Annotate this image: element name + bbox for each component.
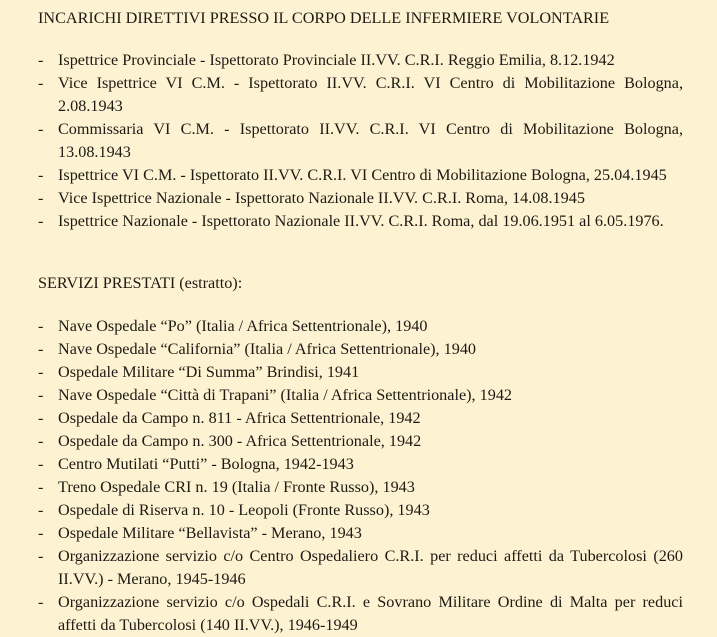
list-item-text: Ispettrice Nazionale - Ispettorato Nazionale II.VV. C.R.I. Roma, dal 19.06.1951 al 6.05.1976. — [58, 212, 664, 230]
list-item — [38, 407, 683, 430]
list-item-text: Treno Ospedale CRI n. 19 (Italia / Fronte Russo), 1943 — [58, 478, 415, 496]
list-item-text: Vice Ispettrice VI C.M. - Ispettorato II.VV. C.R.I. VI Centro di Mobilitazione Bologna, 2.08.1943 — [58, 74, 683, 115]
list-item — [38, 315, 683, 338]
list-item — [38, 338, 683, 361]
list-item-text: Commissaria VI C.M. - Ispettorato II.VV. C.R.I. VI Centro di Mobilitazione Bologna, 13.08.1943 — [58, 120, 683, 161]
list-item-text: Ospedale Militare “Di Summa” Brindisi, 1941 — [58, 363, 360, 381]
list-item — [38, 545, 683, 591]
list-item-text: Ospedale Militare “Bellavista” - Merano, 1943 — [58, 524, 362, 542]
bullet-dash: - — [38, 212, 44, 230]
list-item — [38, 453, 683, 476]
list-item — [38, 361, 683, 384]
list-incarichi — [38, 49, 683, 233]
bullet-dash: - — [38, 363, 44, 381]
list-item — [38, 476, 683, 499]
list-item — [38, 72, 683, 118]
list-item-text: Ospedale da Campo n. 300 - Africa Settentrionale, 1942 — [58, 432, 422, 450]
section-title-suffix: (estratto): — [179, 274, 243, 292]
list-item — [38, 430, 683, 453]
section-title-servizi — [38, 272, 683, 295]
bullet-dash: - — [38, 51, 44, 69]
list-item-text: Ospedale di Riserva n. 10 - Leopoli (Fronte Russo), 1943 — [58, 501, 430, 519]
list-item-text: Ospedale da Campo n. 811 - Africa Settentrionale, 1942 — [58, 409, 421, 427]
bullet-dash: - — [38, 432, 44, 450]
list-item — [38, 49, 683, 72]
section-title-incarichi: INCARICHI DIRETTIVI PRESSO IL CORPO DELLE INFERMIERE VOLONTARIE — [38, 9, 610, 27]
bullet-dash: - — [38, 386, 44, 404]
list-item-text: Organizzazione servizio c/o Ospedali C.R.I. e Sovrano Militare Ordine di Malta per reduci affetti da Tubercolosi (140 II.VV.), 1946-1949 — [58, 593, 683, 634]
list-item — [38, 210, 683, 233]
list-item — [38, 499, 683, 522]
list-item-text: Nave Ospedale “Città di Trapani” (Italia / Africa Settentrionale), 1942 — [58, 386, 513, 404]
list-item — [38, 187, 683, 210]
list-item — [38, 118, 683, 164]
bullet-dash: - — [38, 74, 44, 92]
bullet-dash: - — [38, 478, 44, 496]
bullet-dash: - — [38, 501, 44, 519]
bullet-dash: - — [38, 166, 44, 184]
list-item — [38, 591, 683, 637]
list-item-text: Centro Mutilati “Putti” - Bologna, 1942-1943 — [58, 455, 354, 473]
list-item — [38, 522, 683, 545]
list-item-text: Ispettrice VI C.M. - Ispettorato II.VV. C.R.I. VI Centro di Mobilitazione Bologna, 25.04.1945 — [58, 166, 667, 184]
list-item-text: Nave Ospedale “Po” (Italia / Africa Settentrionale), 1940 — [58, 317, 428, 335]
list-servizi — [38, 315, 683, 637]
bullet-dash: - — [38, 593, 44, 611]
bullet-dash: - — [38, 455, 44, 473]
section-title-main: SERVIZI PRESTATI — [38, 274, 176, 292]
list-item-text: Vice Ispettrice Nazionale - Ispettorato Nazionale II.VV. C.R.I. Roma, 14.08.1945 — [58, 189, 585, 207]
list-item-text: Nave Ospedale “California” (Italia / Africa Settentrionale), 1940 — [58, 340, 477, 358]
list-item — [38, 384, 683, 407]
bullet-dash: - — [38, 317, 44, 335]
list-item-text: Ispettrice Provinciale - Ispettorato Provinciale II.VV. C.R.I. Reggio Emilia, 8.12.1942 — [58, 51, 615, 69]
bullet-dash: - — [38, 120, 44, 138]
bullet-dash: - — [38, 547, 44, 565]
list-item — [38, 164, 683, 187]
list-item-text: Organizzazione servizio c/o Centro Ospedaliero C.R.I. per reduci affetti da Tubercolosi (260 II.VV.) - Merano, 1945-1946 — [58, 547, 683, 588]
bullet-dash: - — [38, 524, 44, 542]
bullet-dash: - — [38, 189, 44, 207]
bullet-dash: - — [38, 340, 44, 358]
bullet-dash: - — [38, 409, 44, 427]
